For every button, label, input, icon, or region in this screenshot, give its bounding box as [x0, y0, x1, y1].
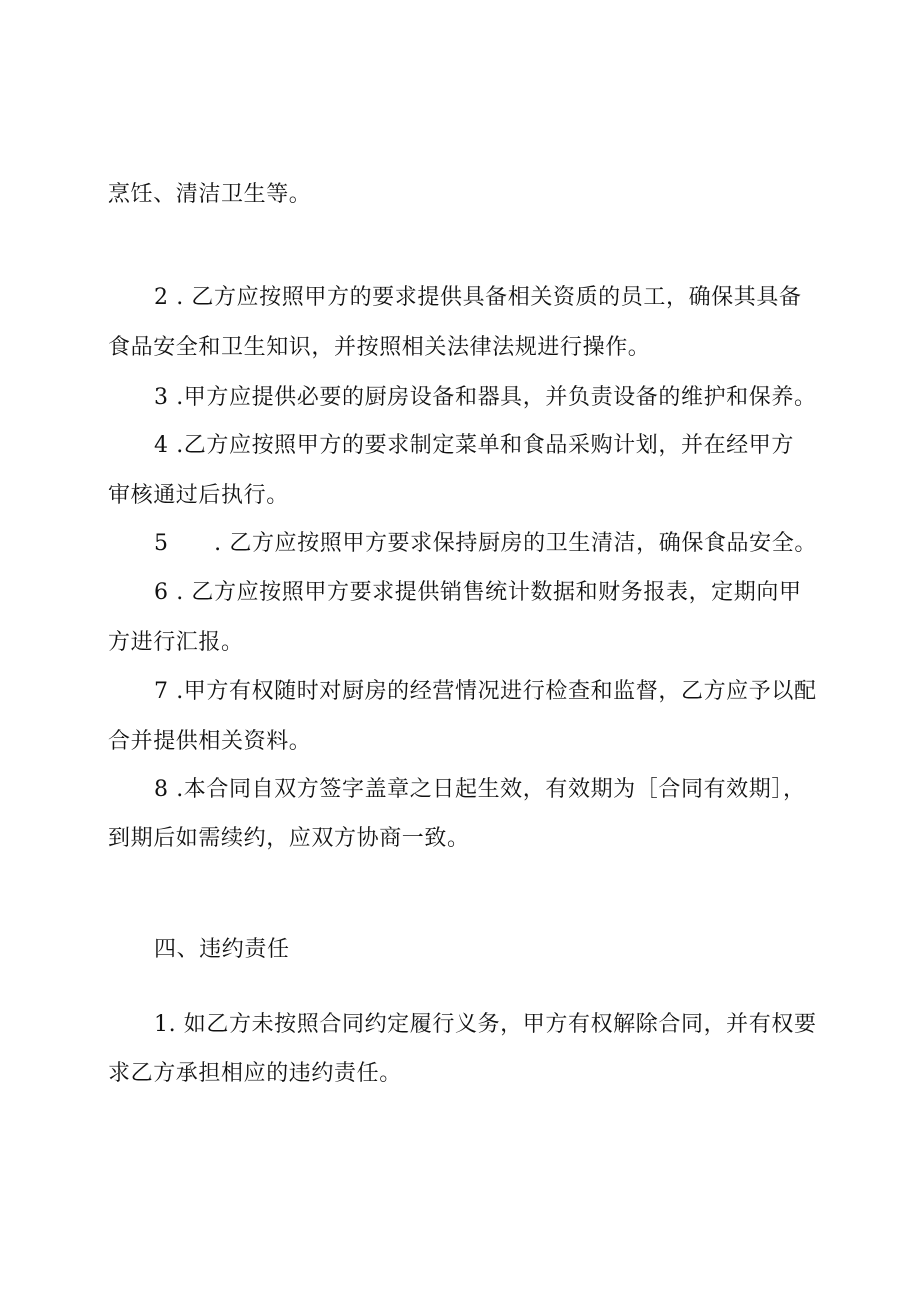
clause-line: 4 .乙方应按照甲方的要求制定菜单和食品采购计划，并在经甲方 [154, 433, 794, 458]
clause-line: 8 .本合同自双方签字盖章之日起生效，有效期为［合同有效期］， [154, 777, 806, 802]
clause-line: 食品安全和卫生知识，并按照相关法律法规进行操作。 [108, 335, 651, 360]
continuation-text: 烹饪、清洁卫生等。 [108, 182, 312, 207]
clause-line: 3 .甲方应提供必要的厨房设备和器具，并负责设备的维护和保养。 [154, 385, 817, 410]
clause-line: 到期后如需续约，应双方协商一致。 [108, 826, 470, 851]
clause-line: 5 . 乙方应按照甲方要求保持厨房的卫生清洁，确保食品安全。 [154, 531, 817, 556]
clause-line: 合并提供相关资料。 [108, 729, 312, 754]
clause-line: 1. 如乙方未按照合同约定履行义务，甲方有权解除合同，并有权要 [154, 1012, 817, 1037]
clause-line: 求乙方承担相应的违约责任。 [108, 1061, 402, 1086]
clause-line: 6 . 乙方应按照甲方要求提供销售统计数据和财务报表，定期向甲 [154, 580, 802, 605]
clause-line: 审核通过后执行。 [108, 483, 289, 508]
clause-line: 7 .甲方有权随时对厨房的经营情况进行检查和监督，乙方应予以配 [154, 679, 817, 704]
section-heading: 四、违约责任 [154, 937, 290, 962]
clause-line: 2 . 乙方应按照甲方的要求提供具备相关资质的员工，确保其具备 [154, 285, 802, 310]
clause-line: 方进行汇报。 [108, 630, 244, 655]
